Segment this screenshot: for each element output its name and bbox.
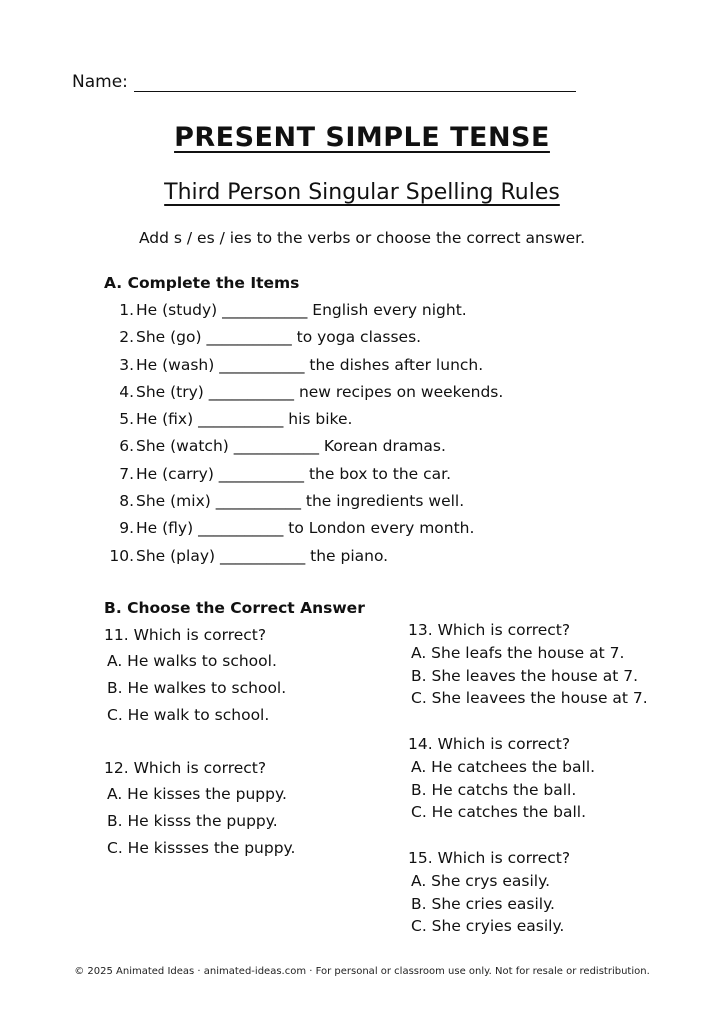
- question-13: [408, 620, 648, 711]
- item-text: She (play) ___________ the piano.: [136, 546, 389, 565]
- item-number: 8.: [119, 492, 134, 511]
- section-a-list: [104, 300, 503, 573]
- footer-copyright: © 2025 Animated Ideas · animated-ideas.com · For personal or classroom use only. Not for resale or redistribution.: [74, 966, 650, 977]
- question-text: 12. Which is correct?: [104, 759, 267, 777]
- question-text: 14. Which is correct?: [408, 735, 571, 753]
- question-12: [104, 758, 295, 864]
- name-label: Name:: [72, 72, 128, 92]
- list-item: [104, 464, 503, 491]
- page-title: PRESENT SIMPLE TENSE: [174, 122, 550, 153]
- list-item: [104, 518, 503, 545]
- list-item: [104, 491, 503, 518]
- question-text: 13. Which is correct?: [408, 621, 571, 639]
- item-number: 4.: [119, 382, 134, 401]
- answer-option: C. He kissses the puppy.: [107, 838, 296, 857]
- item-number: 5.: [119, 410, 134, 429]
- answer-option: C. She cryies easily.: [411, 917, 565, 935]
- item-number: 3.: [119, 355, 134, 374]
- item-number: 9.: [119, 519, 134, 538]
- answer-option: B. He catchs the ball.: [411, 780, 577, 799]
- item-number: 6.: [119, 437, 134, 456]
- question-text: 11. Which is correct?: [104, 626, 267, 644]
- answer-option: B. She leaves the house at 7.: [411, 666, 638, 685]
- item-text: She (try) ___________ new recipes on weekends.: [136, 382, 504, 401]
- item-text: She (mix) ___________ the ingredients well.: [136, 492, 465, 511]
- question-11: [104, 625, 286, 731]
- answer-option: C. He catches the ball.: [411, 803, 587, 821]
- item-text: She (watch) ___________ Korean dramas.: [136, 437, 446, 456]
- item-text: She (go) ___________ to yoga classes.: [136, 328, 422, 347]
- answer-option: A. He kisses the puppy.: [107, 785, 287, 803]
- list-item: [104, 382, 503, 409]
- answer-option: C. She leavees the house at 7.: [411, 689, 648, 707]
- item-text: He (study) ___________ English every night.: [136, 301, 467, 319]
- answer-option: B. He walkes to school.: [107, 678, 287, 697]
- answer-option: A. He catchees the ball.: [411, 758, 596, 776]
- section-a-heading: A. Complete the Items: [104, 274, 300, 292]
- item-number: 1.: [119, 301, 134, 319]
- name-field-row: [72, 72, 576, 92]
- list-item: [104, 300, 503, 327]
- question-text: 15. Which is correct?: [408, 849, 571, 867]
- question-14: [408, 734, 595, 825]
- instructions: Add s / es / ies to the verbs or choose the correct answer.: [138, 229, 586, 247]
- list-item: [104, 409, 503, 436]
- section-b-heading: B. Choose the Correct Answer: [104, 599, 365, 617]
- answer-option: A. She leafs the house at 7.: [411, 644, 625, 662]
- answer-option: B. She cries easily.: [411, 894, 555, 913]
- answer-option: A. He walks to school.: [107, 652, 277, 670]
- list-item: [104, 355, 503, 382]
- answer-option: C. He walk to school.: [107, 705, 270, 724]
- item-number: 2.: [119, 328, 134, 347]
- item-text: He (fly) ___________ to London every month.: [136, 519, 475, 538]
- list-item: [104, 436, 503, 463]
- item-text: He (fix) ___________ his bike.: [136, 410, 353, 429]
- answer-option: B. He kisss the puppy.: [107, 811, 278, 830]
- item-number: 10.: [109, 546, 134, 565]
- name-blank-line[interactable]: [134, 73, 576, 92]
- item-number: 7.: [119, 464, 134, 483]
- answer-option: A. She crys easily.: [411, 872, 550, 890]
- list-item: [104, 546, 503, 573]
- question-15: [408, 848, 570, 939]
- page-subtitle: Third Person Singular Spelling Rules: [164, 180, 560, 205]
- list-item: [104, 327, 503, 354]
- item-text: He (wash) ___________ the dishes after lunch.: [136, 355, 484, 374]
- item-text: He (carry) ___________ the box to the car.: [136, 464, 452, 483]
